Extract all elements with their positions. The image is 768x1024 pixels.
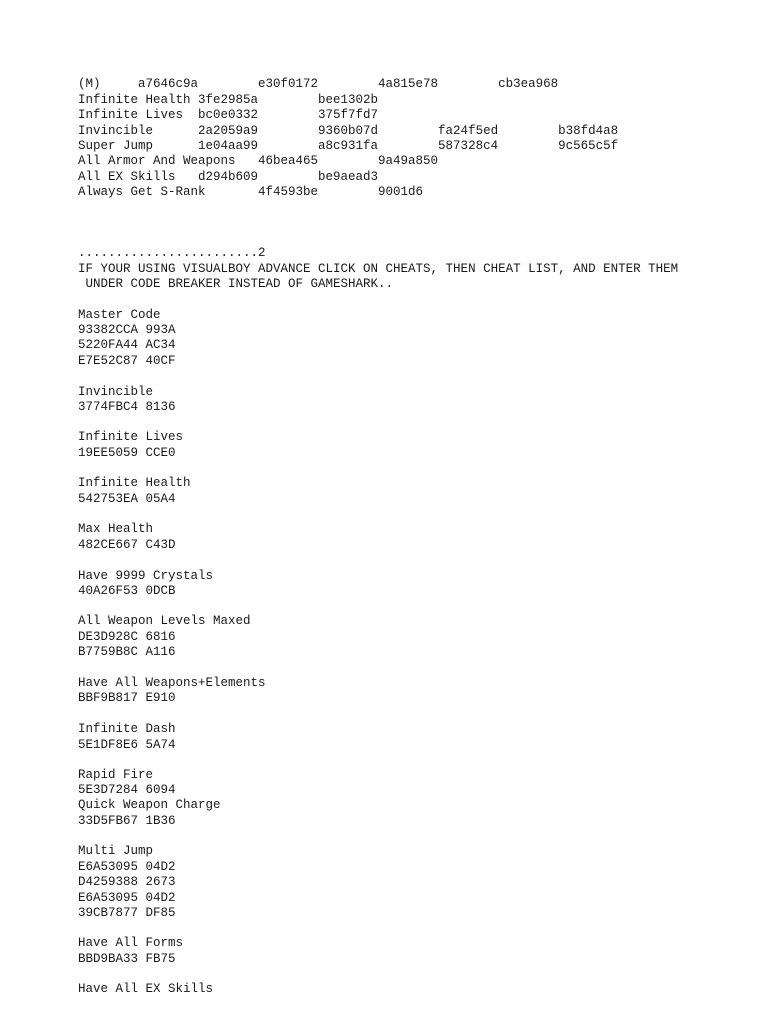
instruction-line: IF YOUR USING VISUALBOY ADVANCE CLICK ON CHEATS, THEN CHEAT LIST, AND ENTER THEM (78, 262, 679, 276)
code-line: All EX Skills d294b609 be9aead3 (78, 170, 379, 184)
code-line: (M) a7646c9a e30f0172 4a815e78 cb3ea968 (78, 77, 559, 91)
cheat-name: Have 9999 Crystals (78, 569, 214, 583)
cheat-name: Quick Weapon Charge (78, 798, 221, 812)
cheat-name: Invincible (78, 385, 154, 399)
cheat-name: Infinite Lives (78, 430, 184, 444)
code-line: All Armor And Weapons 46bea465 9a49a850 (78, 154, 439, 168)
cheat-code: 19EE5059 CCE0 (78, 446, 176, 460)
cheat-code: 93382CCA 993A (78, 323, 176, 337)
cheat-code: 33D5FB67 1B36 (78, 814, 176, 828)
cheat-code: DE3D928C 6816 (78, 630, 176, 644)
code-line: Infinite Health 3fe2985a bee1302b (78, 93, 379, 107)
code-line: Infinite Lives bc0e0332 375f7fd7 (78, 108, 379, 122)
code-line: Invincible 2a2059a9 9360b07d fa24f5ed b38fd4a8 (78, 124, 619, 138)
cheat-name: Have All Forms (78, 936, 184, 950)
section-separator: ........................2 (78, 246, 266, 260)
cheat-code: 5E3D7284 6094 (78, 783, 176, 797)
cheat-code: 5E1DF8E6 5A74 (78, 738, 176, 752)
code-line: Always Get S-Rank 4f4593be 9001d6 (78, 185, 424, 199)
cheat-code: 39CB7877 DF85 (78, 906, 176, 920)
cheat-code: 542753EA 05A4 (78, 492, 176, 506)
cheat-name: Have All EX Skills (78, 982, 214, 996)
cheat-code: 5220FA44 AC34 (78, 338, 176, 352)
cheat-code: BBF9B817 E910 (78, 691, 176, 705)
cheat-name: Rapid Fire (78, 768, 154, 782)
cheat-code: E6A53095 04D2 (78, 891, 176, 905)
cheat-code: 3774FBC4 8136 (78, 400, 176, 414)
cheat-name: Max Health (78, 522, 154, 536)
cheat-name: All Weapon Levels Maxed (78, 614, 251, 628)
code-line: Super Jump 1e04aa99 a8c931fa 587328c4 9c565c5f (78, 139, 619, 153)
cheat-name: Infinite Dash (78, 722, 176, 736)
cheat-code: 40A26F53 0DCB (78, 584, 176, 598)
cheat-code: D4259388 2673 (78, 875, 176, 889)
cheat-code: E6A53095 04D2 (78, 860, 176, 874)
cheat-name: Have All Weapons+Elements (78, 676, 266, 690)
cheat-code: E7E52C87 40CF (78, 354, 176, 368)
cheat-name: Infinite Health (78, 476, 191, 490)
cheat-code: 482CE667 C43D (78, 538, 176, 552)
instruction-line: UNDER CODE BREAKER INSTEAD OF GAMESHARK.. (78, 277, 394, 291)
cheat-code: B7759B8C A116 (78, 645, 176, 659)
cheat-name: Multi Jump (78, 844, 154, 858)
cheat-code: BBD9BA33 FB75 (78, 952, 176, 966)
cheat-name: Master Code (78, 308, 161, 322)
